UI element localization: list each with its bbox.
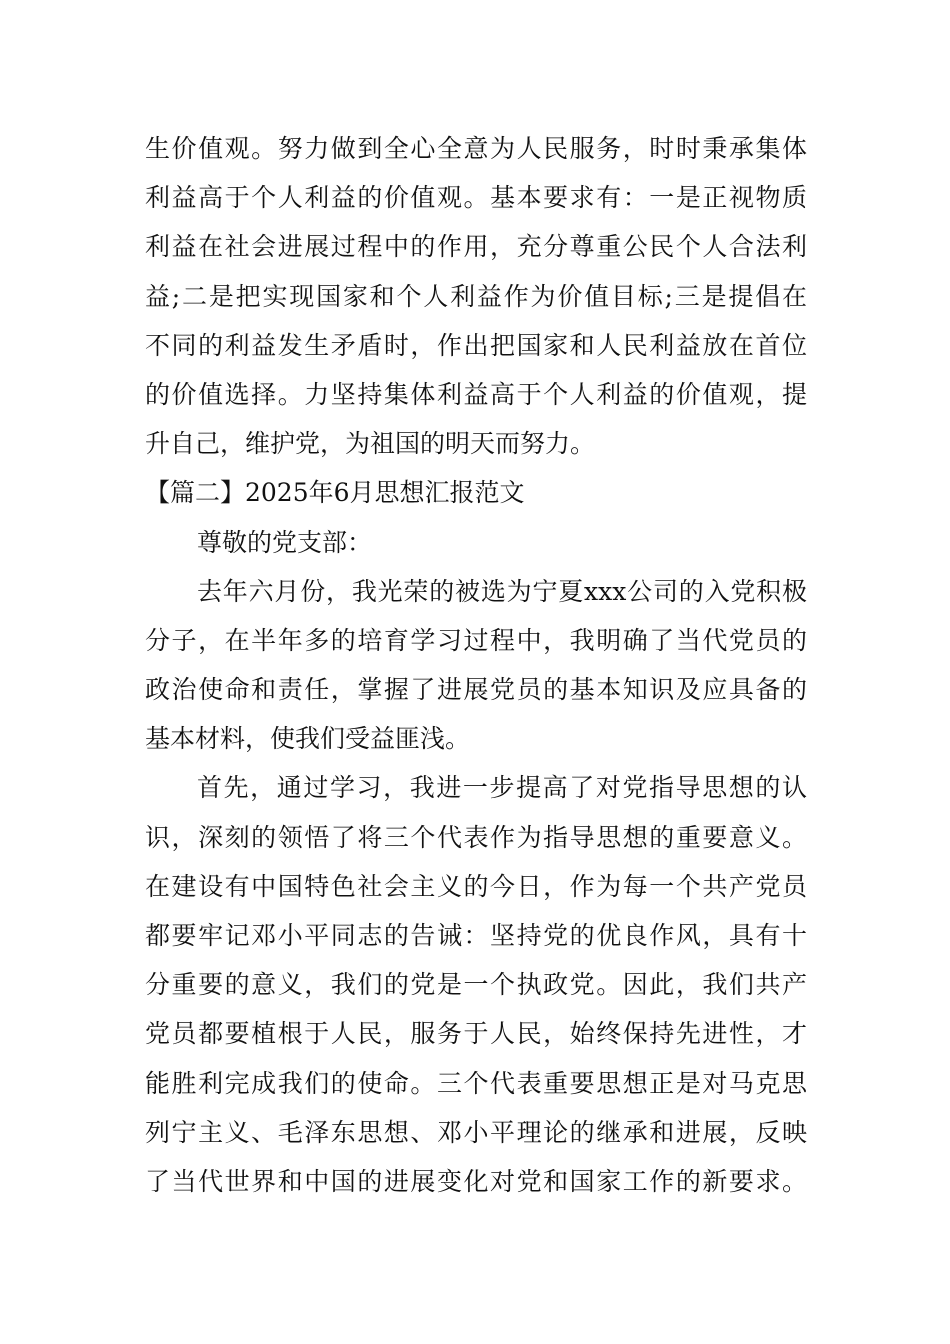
text-line: 升自己，维护党，为祖国的明天而努力。 [145, 429, 596, 459]
paragraph-2 [145, 567, 807, 764]
paragraph-3 [145, 763, 807, 1206]
text-line: 在建设有中国特色社会主义的今日，作为每一个共产党员 [145, 871, 807, 901]
section-heading: 【篇二】2025年6月思想汇报范文 [145, 478, 525, 508]
text-line: 识，深刻的领悟了将三个代表作为指导思想的重要意义。 [145, 822, 807, 852]
text-line: 不同的利益发生矛盾时，作出把国家和人民利益放在首位 [145, 330, 807, 360]
text-line: 政治使命和责任，掌握了进展党员的基本知识及应具备的 [145, 675, 807, 705]
text-line: 的价值选择。力坚持集体利益高于个人利益的价值观，提 [145, 379, 807, 409]
text-line: 去年六月份，我光荣的被选为宁夏xxx公司的入党积极 [197, 576, 807, 606]
text-line: 分重要的意义，我们的党是一个执政党。因此，我们共产 [145, 970, 807, 1000]
text-line: 利益高于个人利益的价值观。基本要求有：一是正视物质 [145, 183, 807, 213]
text-line: 列宁主义、毛泽东思想、邓小平理论的继承和进展，反映 [145, 1117, 807, 1147]
text-line: 分子，在半年多的培育学习过程中，我明确了当代党员的 [145, 625, 807, 655]
text-line: 生价值观。努力做到全心全意为人民服务，时时秉承集体 [145, 134, 807, 163]
text-line: 党员都要植根于人民，服务于人民，始终保持先进性，才 [145, 1019, 807, 1049]
document-page [145, 124, 807, 1206]
text-line: 利益在社会进展过程中的作用，充分尊重公民个人合法利 [145, 232, 807, 262]
text-line: 都要牢记邓小平同志的告诫：坚持党的优良作风，具有十 [145, 921, 807, 950]
text-line: 能胜利完成我们的使命。三个代表重要思想正是对马克思 [145, 1068, 807, 1098]
text-line: 益;二是把实现国家和个人利益作为价值目标;三是提倡在 [145, 281, 807, 311]
text-line: 基本材料，使我们受益匪浅。 [145, 724, 471, 754]
salutation: 尊敬的党支部： [197, 527, 373, 557]
paragraph-1 [145, 124, 807, 468]
text-line: 首先，通过学习，我进一步提高了对党指导思想的认 [197, 773, 807, 803]
text-line: 了当代世界和中国的进展变化对党和国家工作的新要求。 [145, 1166, 807, 1196]
